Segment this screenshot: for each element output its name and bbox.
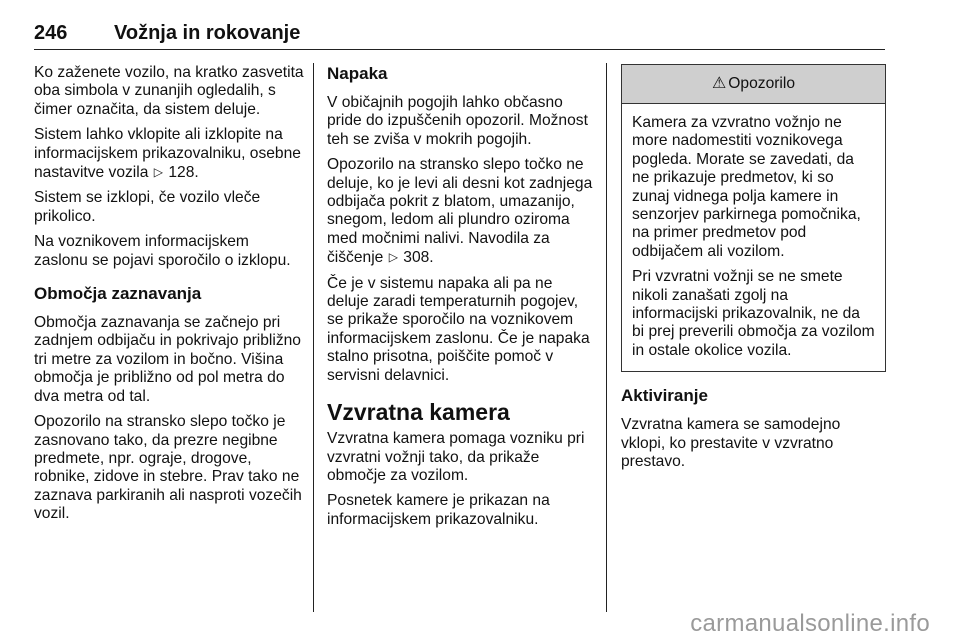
warning-triangle-icon: ⚠ <box>711 74 727 92</box>
column-middle <box>327 64 597 536</box>
page-header <box>34 22 886 50</box>
paragraph: Opozorilo na stransko slepo točko je zasnovano tako, da prezre negibne predmete, npr. ograje, drogove, robnike, zidove in stebre. Prav tako ne zaznava parkiranih ali nasproti vozečih vozil. <box>34 413 302 523</box>
paragraph <box>34 126 306 182</box>
warning-header <box>622 65 885 104</box>
header-rule <box>34 49 885 50</box>
warning-title: Opozorilo <box>728 74 796 92</box>
warning-box <box>621 64 886 372</box>
paragraph: Vzvratna kamera pomaga vozniku pri vzvratni vožnji tako, da prikaže območje za vozilom. <box>327 430 585 484</box>
paragraph: Posnetek kamere je prikazan na informacijskem prikazovalniku. <box>327 492 550 528</box>
paragraph <box>327 156 597 267</box>
paragraph: Na voznikovem informacijskem zaslonu se pojavi sporočilo o izklopu. <box>34 233 291 269</box>
paragraph-text: Opozorilo na stransko slepo točko ne deluje, ko je levi ali desni kot zadnjega odbijača pokrit z blatom, umazanijo, snegom, ledom ali plundro oziroma med močnimi nalivi. Navodila za čiščenje <box>327 156 593 267</box>
column-left <box>34 64 306 531</box>
column-right <box>621 64 886 479</box>
paragraph: Vzvratna kamera se samodejno vklopi, ko prestavite v vzvratno prestavo. <box>621 416 841 471</box>
paragraph: Pri vzvratni vožnji se ne smete nikoli zanašati zgolj na informacijski prikazovalnik, ne da bi prej preverili območja za vozilom in ostale okolice vozila. <box>632 268 875 359</box>
page-reference: 128. <box>168 164 199 182</box>
paragraph: Ko zaženete vozilo, na kratko zasvetita oba simbola v zunanjih ogledalih, s čimer označita, da sistem deluje. <box>34 64 304 118</box>
column-divider-2 <box>606 63 607 612</box>
page-reference-icon: ▷ <box>388 250 398 265</box>
section-heading: Aktiviranje <box>621 386 708 406</box>
chapter-heading: Vzvratna kamera <box>327 399 510 426</box>
section-heading: Območja zaznavanja <box>34 284 202 304</box>
column-divider-1 <box>313 63 314 612</box>
paragraph-text: Sistem lahko vklopite ali izklopite na informacijskem prikazovalniku, osebne nastavitve vozila <box>34 126 301 182</box>
watermark: carmanualsonline.info <box>690 610 930 637</box>
paragraph: Območja zaznavanja se začnejo pri zadnjem odbijaču in pokrivajo približno tri metre za vozilom in bočno. Višina območja je približno od pol metra do dva metra od tal. <box>34 314 301 405</box>
warning-body <box>622 104 885 371</box>
page-title: Vožnja in rokovanje <box>114 22 301 44</box>
page-number: 246 <box>34 22 68 44</box>
paragraph: Sistem se izklopi, če vozilo vleče prikolico. <box>34 189 261 225</box>
section-heading: Napaka <box>327 64 388 83</box>
page-reference: 308. <box>403 249 434 267</box>
paragraph: V običajnih pogojih lahko občasno pride do izpuščenih opozoril. Možnost teh se zviša v mokrih pogojih. <box>327 94 588 148</box>
page-reference-icon: ▷ <box>153 165 163 180</box>
paragraph: Če je v sistemu napaka ali pa ne deluje zaradi temperaturnih pogojev, se prikaže sporočilo na voznikovem informacijskem zaslonu. Če je napaka stalno prisotna, poiščite pomoč v servisni delavnici. <box>327 274 590 384</box>
paragraph: Kamera za vzvratno vožnjo ne more nadomestiti voznikovega pogleda. Morate se zavedati, da ne prikazuje predmetov, ki so zunaj vidnega polja kamere in senzorjev parkirnega pomočnika, na primer predmetov pod odbijačem ali vozilom. <box>632 114 861 260</box>
